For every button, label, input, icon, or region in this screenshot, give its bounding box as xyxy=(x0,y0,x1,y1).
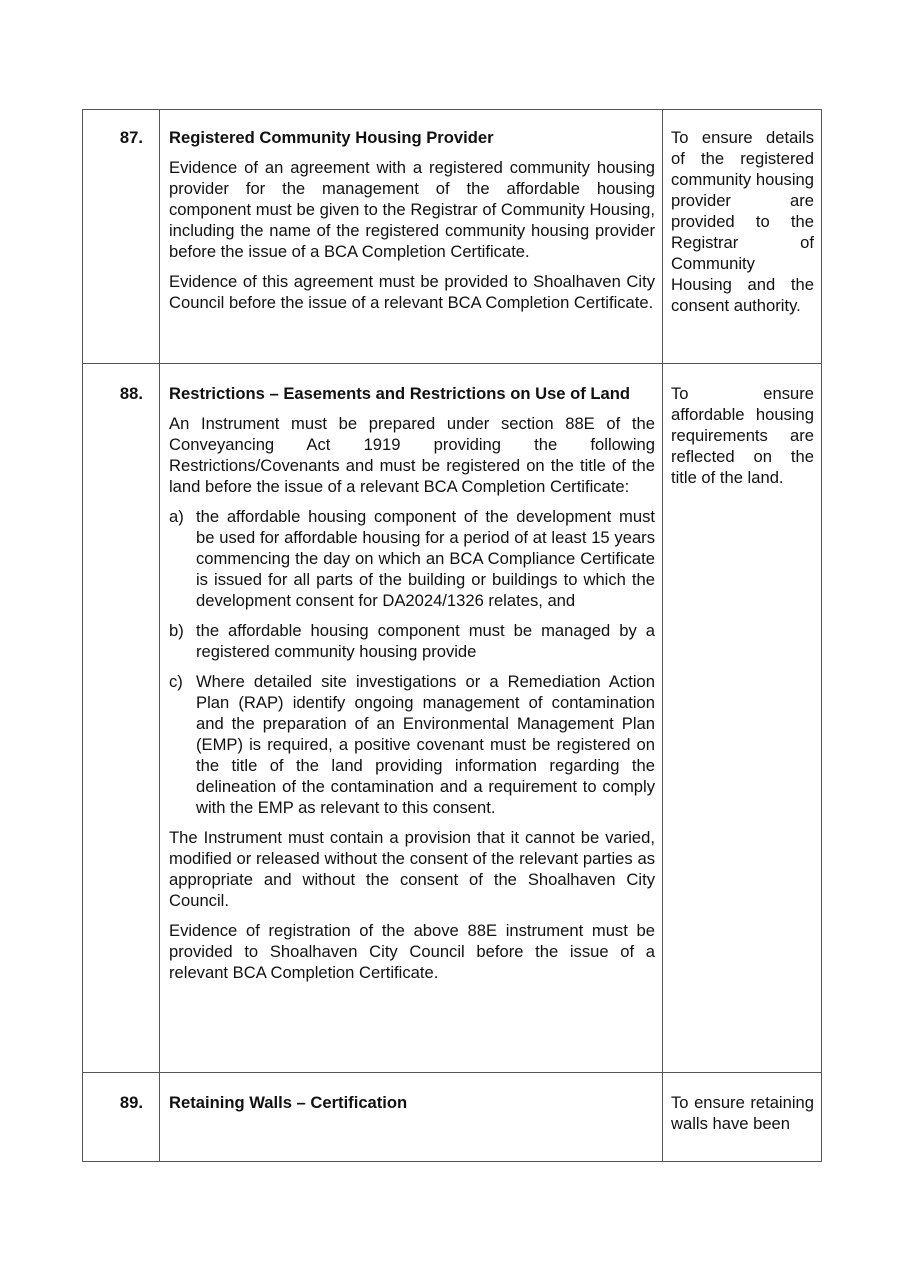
conditions-page xyxy=(82,109,818,1162)
condition-number: 88. xyxy=(119,384,143,403)
list-marker: b) xyxy=(169,621,184,640)
condition-body-cell xyxy=(160,1073,663,1162)
list-item-text: the affordable housing component of the development must be used for affordable housing for a period of at least 15 years commencing the day on which an BCA Compliance Certificate is issued for all parts of the building or buildings to which the development consent for DA2024/1326 relates, and xyxy=(196,507,655,610)
list-marker: a) xyxy=(169,507,184,526)
condition-number-cell xyxy=(83,1073,160,1162)
condition-heading: Restrictions – Easements and Restrictions on Use of Land xyxy=(169,384,631,403)
condition-number-cell xyxy=(83,364,160,1073)
condition-row-88 xyxy=(83,364,822,1073)
list-item-text: Where detailed site investigations or a Remediation Action Plan (RAP) identify ongoing management of contamination and the preparation of an Environmental Management Plan (EMP) is required, a positive covenant must be registered on the title of the land providing information regarding the delineation of the contamination and a requirement to comply with the EMP as relevant to this consent. xyxy=(196,672,655,817)
condition-paragraph: Evidence of registration of the above 88E instrument must be provided to Shoalhaven City Council before the issue of a relevant BCA Completion Certificate. xyxy=(169,921,655,982)
list-item xyxy=(169,506,655,611)
list-item xyxy=(169,671,655,818)
condition-heading: Registered Community Housing Provider xyxy=(169,128,494,147)
condition-row-87 xyxy=(83,110,822,364)
condition-paragraph: Evidence of an agreement with a registered community housing provider for the management of the affordable housing component must be given to the Registrar of Community Housing, including the name of the registered community housing provider before the issue of a BCA Completion Certificate. xyxy=(169,158,655,261)
condition-reason-cell xyxy=(663,364,822,1073)
condition-row-89 xyxy=(83,1073,822,1162)
condition-body-cell xyxy=(160,110,663,364)
list-marker: c) xyxy=(169,672,183,691)
condition-reason-cell xyxy=(663,110,822,364)
condition-reason-cell xyxy=(663,1073,822,1162)
condition-reason: To ensure retaining walls have been xyxy=(671,1093,814,1133)
conditions-table xyxy=(82,109,822,1162)
list-item-text: the affordable housing component must be managed by a registered community housing provide xyxy=(196,621,655,661)
condition-paragraph: The Instrument must contain a provision that it cannot be varied, modified or released without the consent of the relevant parties as appropriate and without the consent of the Shoalhaven City Council. xyxy=(169,828,655,910)
condition-heading: Retaining Walls – Certification xyxy=(169,1093,408,1112)
condition-intro: An Instrument must be prepared under section 88E of the Conveyancing Act 1919 providing the following Restrictions/Covenants and must be registered on the title of the land before the issue of a relevant BCA Completion Certificate: xyxy=(169,414,655,496)
condition-number: 89. xyxy=(119,1093,143,1112)
condition-number-cell xyxy=(83,110,160,364)
condition-number: 87. xyxy=(119,128,143,147)
condition-paragraph: Evidence of this agreement must be provided to Shoalhaven City Council before the issue of a relevant BCA Completion Certificate. xyxy=(169,272,655,312)
condition-body-cell xyxy=(160,364,663,1073)
condition-reason: To ensure details of the registered community housing provider are provided to the Registrar of Community Housing and the consent authority. xyxy=(671,128,814,315)
condition-reason: To ensure affordable housing requirements are reflected on the title of the land. xyxy=(671,384,814,487)
list-item xyxy=(169,620,655,662)
